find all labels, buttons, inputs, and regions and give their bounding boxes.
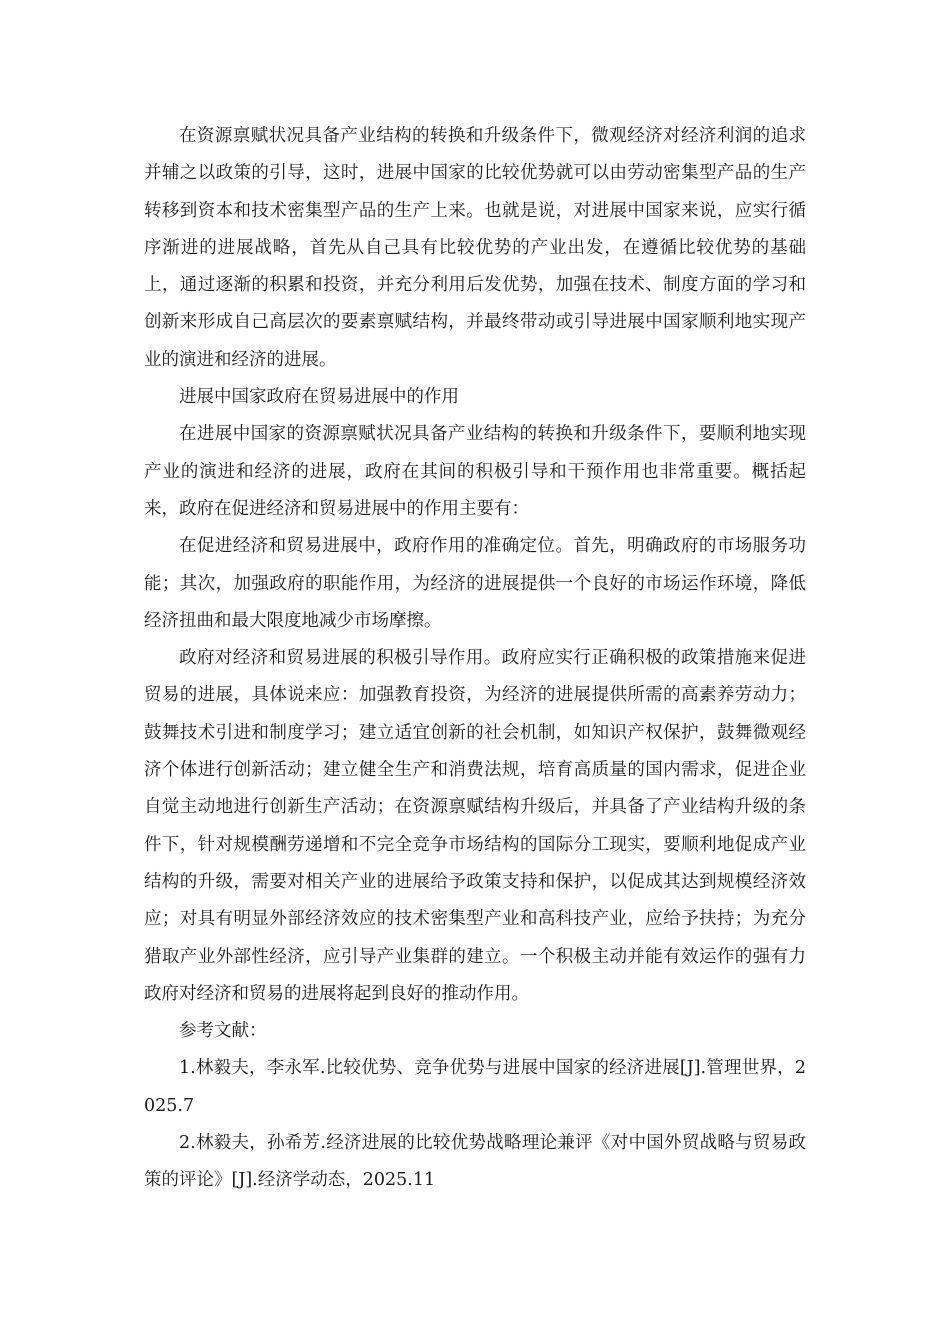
reference-item-1: 1.林毅夫，李永军.比较优势、竞争优势与进展中国家的经济进展[J].管理世界，2025.7: [144, 1058, 806, 1116]
references-heading: 参考文献：: [179, 1021, 267, 1042]
section-heading-government-role: 进展中国家政府在贸易进展中的作用: [179, 387, 459, 408]
paragraph-government-guidance: 政府对经济和贸易进展的积极引导作用。政府应实行正确积极的政策措施来促进贸易的进展，具体说来应：加强教育投资，为经济的进展提供所需的高素养劳动力；鼓舞技术引进和制度学习；建立适宜创新的社会机制，如知识产权保护，鼓舞微观经济个体进行创新活动；建立健全生产和消费法规，培育高质量的国内需求，促进企业自觉主动地进行创新生产活动；在资源禀赋结构升级后，并具备了产业结构升级的条件下，针对规模酬劳递增和不完全竞争市场结构的国际分工现实，要顺利地促成产业结构的升级，需要对相关产业的进展给予政策支持和保护，以促成其达到规模经济效应；对具有明显外部经济效应的技术密集型产业和高科技产业，应给予扶持；为充分猎取产业外部性经济，应引导产业集群的建立。一个积极主动并能有效运作的强有力政府对经济和贸易的进展将起到良好的推动作用。: [144, 648, 806, 1004]
paragraph-government-positioning: 在促进经济和贸易进展中，政府作用的准确定位。首先，明确政府的市场服务功能；其次，加强政府的职能作用，为经济的进展提供一个良好的市场运作环境，降低经济扭曲和最大限度地减少市场摩擦。: [144, 536, 806, 631]
paragraph-government-intro: 在进展中国家的资源禀赋状况具备产业结构的转换和升级条件下，要顺利地实现产业的演进和经济的进展，政府在其间的积极引导和干预作用也非常重要。概括起来，政府在促进经济和贸易进展中的作用主要有：: [144, 424, 806, 519]
paragraph-comparative-advantage: 在资源禀赋状况具备产业结构的转换和升级条件下，微观经济对经济利润的追求并辅之以政策的引导，这时，进展中国家的比较优势就可以由劳动密集型产品的生产转移到资本和技术密集型产品的生产上来。也就是说，对进展中国家来说，应实行循序渐进的进展战略，首先从自己具有比较优势的产业出发，在遵循比较优势的基础上，通过逐渐的积累和投资，并充分利用后发优势，加强在技术、制度方面的学习和创新来形成自己高层次的要素禀赋结构，并最终带动或引导进展中国家顺利地实现产业的演进和经济的进展。: [144, 126, 806, 370]
reference-item-2: 2.林毅夫，孙希芳.经济进展的比较优势战略理论兼评《对中国外贸战略与贸易政策的评论》[J].经济学动态，2025.11: [144, 1133, 806, 1191]
document-body: [144, 118, 806, 1200]
